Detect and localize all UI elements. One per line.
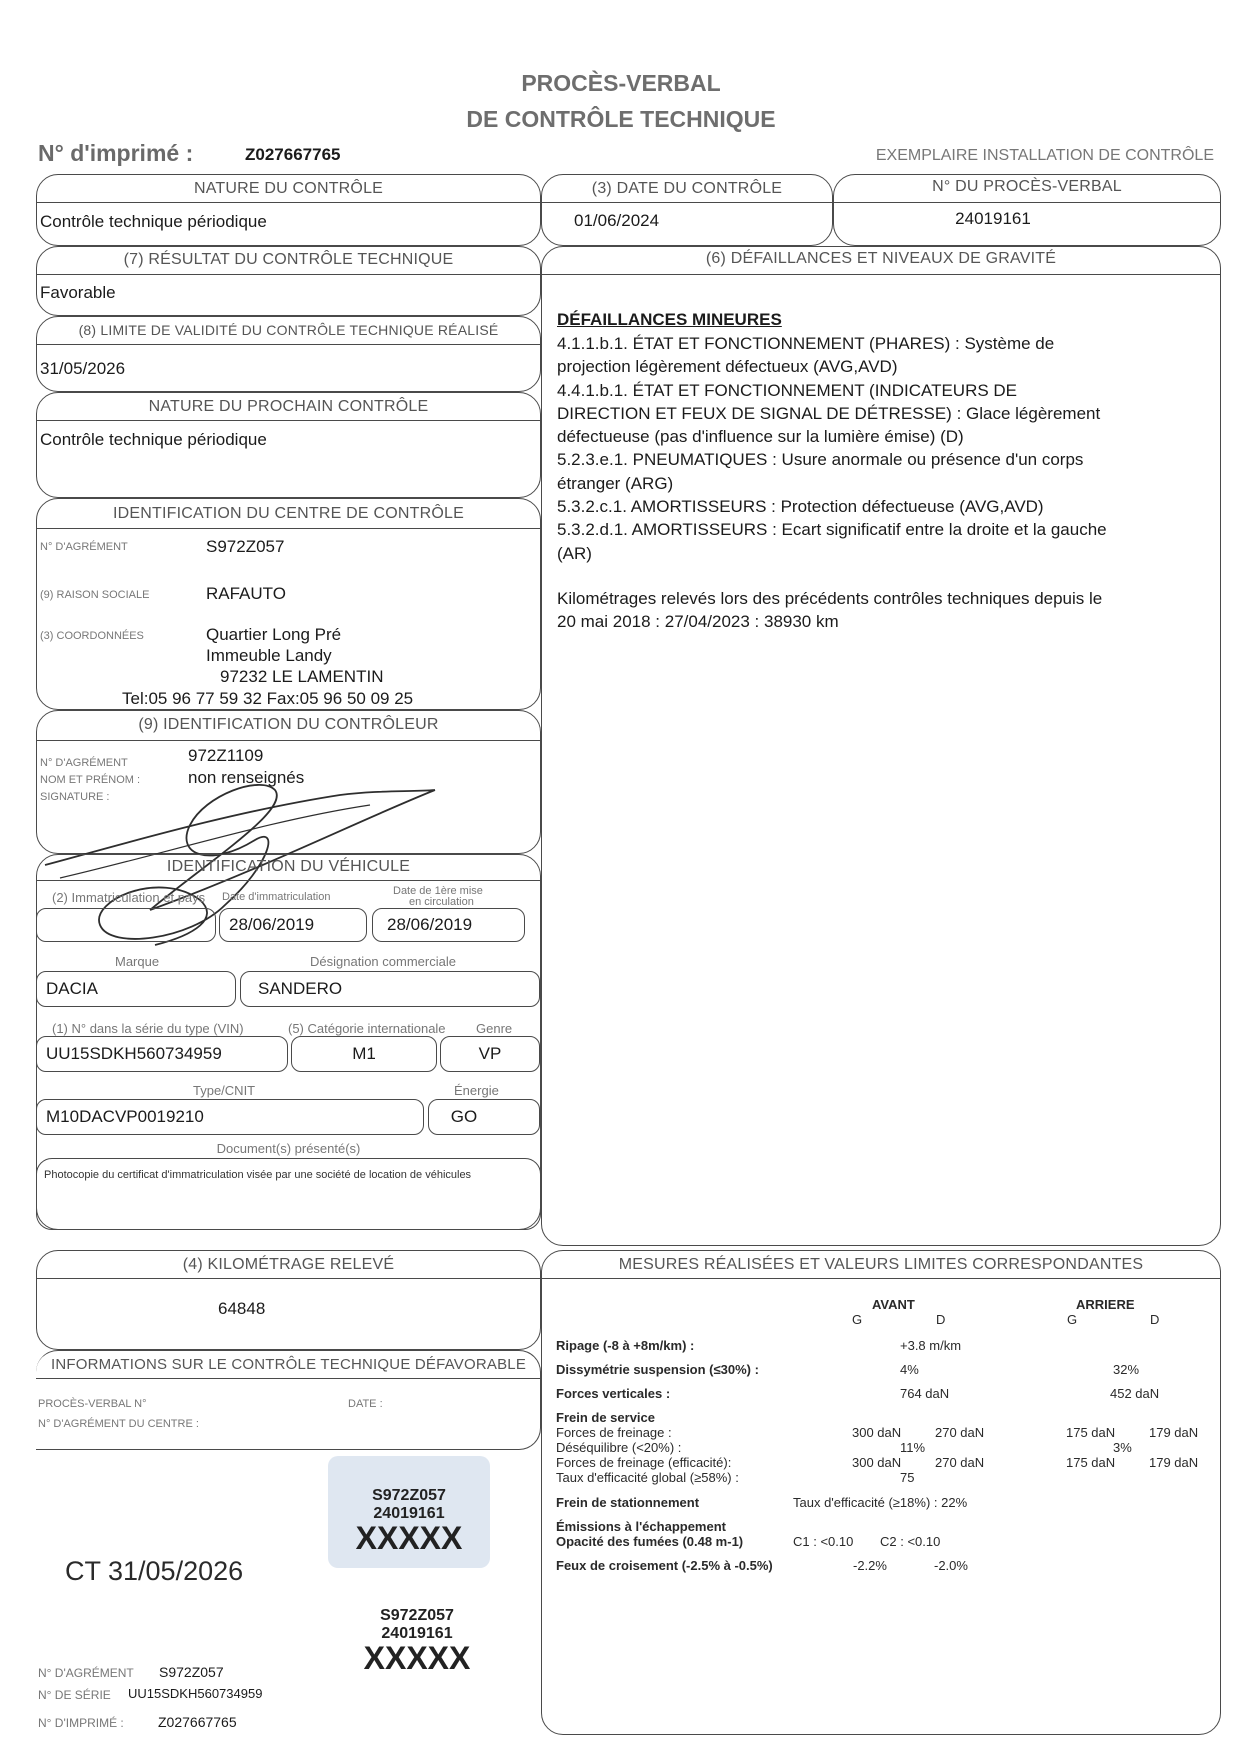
pv-value: 24019161 [955, 209, 1031, 228]
ffe-label: Forces de freinage (efficacité): [556, 1455, 732, 1470]
avant-d: D [936, 1312, 946, 1327]
controleur-agrement: 972Z1109 [188, 746, 264, 765]
date-controle-label: (3) DATE DU CONTRÔLE [591, 180, 783, 197]
centre-tel: Tel:05 96 77 59 32 Fax:05 96 50 09 25 [122, 689, 414, 708]
controleur-agrement-label: N° D'AGRÉMENT [40, 757, 128, 769]
arriere-g: G [1067, 1312, 1078, 1327]
prochain-value: Contrôle technique périodique [40, 430, 267, 449]
date-mec-value: 28/06/2019 [387, 915, 473, 934]
arriere-header: ARRIERE [1076, 1297, 1135, 1312]
centre-addr3: 97232 LE LAMENTIN [220, 667, 384, 686]
stamp2-line1: S972Z057 [380, 1607, 454, 1624]
docs-value: Photocopie du certificat d'immatriculation visée par une société de location de véhicules [44, 1169, 472, 1181]
forces-label: Forces verticales : [556, 1386, 671, 1401]
defaillances-divider [541, 274, 1221, 275]
kilometrage-divider [36, 1278, 541, 1279]
nature-value: Contrôle technique périodique [40, 212, 267, 231]
defaillance-line: 5.3.2.c.1. AMORTISSEURS : Protection défectueuse (AVG,AVD) [557, 497, 1044, 517]
genre-value: VP [478, 1044, 502, 1063]
stamp1-line2: 24019161 [373, 1505, 445, 1522]
categorie-value: M1 [352, 1044, 376, 1063]
footer-imprime: Z027667765 [158, 1714, 237, 1730]
kilometrage-label: (4) KILOMÉTRAGE RELEVÉ [182, 1256, 395, 1273]
defaillance-line: DIRECTION ET FEUX DE SIGNAL DE DÉTRESSE) : Glace légèrement [557, 403, 1101, 423]
centre-raison-label: (9) RAISON SOCIALE [40, 589, 150, 601]
ripage-label: Ripage (-8 à +8m/km) : [556, 1338, 695, 1353]
defavorable-pv-label: PROCÈS-VERBAL N° [38, 1398, 147, 1410]
defavorable-agrement-label: N° D'AGRÉMENT DU CENTRE : [38, 1418, 199, 1430]
c1-value: C1 : <0.10 [793, 1534, 854, 1549]
defaillance-line: 4.4.1.b.1. ÉTAT ET FONCTIONNEMENT (INDICATEURS DE [557, 380, 1018, 400]
centre-coord-label: (3) COORDONNÉES [40, 630, 144, 642]
stamp1-line3: XXXXX [355, 1520, 463, 1556]
page-title-line1: PROCÈS-VERBAL [521, 70, 721, 96]
footer-agrement-label: N° D'AGRÉMENT [38, 1666, 134, 1680]
ff-label: Forces de freinage : [556, 1425, 672, 1440]
resultat-value: Favorable [40, 283, 116, 302]
date-mec-label2: en circulation [409, 896, 474, 908]
centre-agrement-label: N° D'AGRÉMENT [40, 541, 128, 553]
date-controle-divider [541, 202, 833, 203]
ct-mark: CT 31/05/2026 [65, 1556, 244, 1586]
ff-avg: 300 daN [852, 1425, 902, 1440]
stamp2-line2: 24019161 [381, 1625, 453, 1642]
mesures-box [541, 1250, 1221, 1735]
date-mec-label1: Date de 1ère mise [393, 885, 483, 897]
marque-label: Marque [115, 954, 160, 969]
stat-label: Frein de stationnement [556, 1495, 700, 1510]
resultat-label: (7) RÉSULTAT DU CONTRÔLE TECHNIQUE [123, 251, 454, 268]
vehicule-label: IDENTIFICATION DU VÉHICULE [166, 858, 411, 875]
mesures-label: MESURES RÉALISÉES ET VALEURS LIMITES CORRESPONDANTES [618, 1256, 1144, 1273]
defaillance-line: étranger (ARG) [557, 473, 674, 493]
forces-av: 764 daN [900, 1386, 950, 1401]
vehicule-divider [36, 880, 541, 881]
footer-serie: UU15SDKH560734959 [128, 1686, 263, 1701]
prochain-divider [36, 420, 541, 421]
vin-label: (1) N° dans la série du type (VIN) [52, 1021, 244, 1036]
page-title-line2: DE CONTRÔLE TECHNIQUE [466, 106, 776, 132]
defavorable-date-label: DATE : [348, 1398, 383, 1410]
ffe-arg: 175 daN [1066, 1455, 1116, 1470]
controleur-signature-label: SIGNATURE : [40, 791, 110, 803]
controleur-divider [36, 740, 541, 741]
frein-label: Frein de service [556, 1410, 655, 1425]
immat-field [36, 908, 216, 942]
defavorable-label: INFORMATIONS SUR LE CONTRÔLE TECHNIQUE DÉFAVORABLE [50, 1356, 527, 1373]
nature-divider [36, 202, 541, 203]
ff-ard: 179 daN [1149, 1425, 1199, 1440]
footer-serie-label: N° DE SÉRIE [38, 1688, 111, 1702]
energie-value: GO [450, 1107, 478, 1126]
defaillances-heading: DÉFAILLANCES MINEURES [557, 310, 782, 329]
imprime-value: Z027667765 [245, 145, 341, 164]
defaillances-label: (6) DÉFAILLANCES ET NIVEAUX DE GRAVITÉ [705, 250, 1057, 267]
centre-addr1: Quartier Long Pré [206, 625, 342, 644]
date-immat-label: Date d'immatriculation [222, 891, 331, 903]
defaillances-list [557, 332, 1217, 565]
ffe-avd: 270 daN [935, 1455, 985, 1470]
designation-label: Désignation commerciale [310, 954, 456, 969]
immat-label: (2) Immatriculation et pays [52, 890, 206, 905]
ff-arg: 175 daN [1066, 1425, 1116, 1440]
taux-label: Taux d'efficacité global (≥58%) : [556, 1470, 739, 1485]
date-immat-value: 28/06/2019 [229, 915, 315, 934]
defaillance-line: 5.2.3.e.1. PNEUMATIQUES : Usure anormale ou présence d'un corps [557, 450, 1084, 470]
feux-label: Feux de croisement (-2.5% à -0.5%) [556, 1558, 773, 1573]
dissy-ar: 32% [1113, 1362, 1140, 1377]
exemplaire-label: EXEMPLAIRE INSTALLATION DE CONTRÔLE [875, 147, 1214, 164]
defaillance-line: 5.3.2.d.1. AMORTISSEURS : Ecart significatif entre la droite et la gauche [557, 520, 1107, 540]
feux-d: -2.0% [934, 1558, 968, 1573]
docs-label: Document(s) présenté(s) [216, 1141, 361, 1156]
ripage-value: +3.8 m/km [900, 1338, 962, 1353]
defaillance-line: (AR) [557, 543, 592, 563]
footer-imprime-label: N° D'IMPRIMÉ : [38, 1716, 124, 1730]
centre-addr2: Immeuble Landy [206, 646, 332, 665]
dissy-label: Dissymétrie suspension (≤30%) : [556, 1362, 759, 1377]
validite-label: (8) LIMITE DE VALIDITÉ DU CONTRÔLE TECHNIQUE RÉALISÉ [78, 322, 499, 338]
emis-label: Émissions à l'échappement [556, 1519, 726, 1534]
footer-agrement: S972Z057 [159, 1664, 224, 1680]
centre-agrement: S972Z057 [206, 537, 285, 556]
centre-raison: RAFAUTO [206, 584, 286, 603]
defaillance-line: défectueuse (pas d'influence sur la lumière émise) (D) [557, 427, 964, 447]
genre-label: Genre [476, 1021, 513, 1036]
controleur-nom-label: NOM ET PRÉNOM : [40, 774, 141, 786]
designation-value: SANDERO [258, 979, 343, 998]
stat-value: Taux d'efficacité (≥18%) : 22% [793, 1495, 968, 1510]
defaillance-line: projection légèrement défectueux (AVG,AVD) [557, 357, 898, 377]
pv-label: N° DU PROCÈS-VERBAL [932, 178, 1122, 195]
controleur-label: (9) IDENTIFICATION DU CONTRÔLEUR [138, 716, 439, 733]
resultat-divider [36, 274, 541, 275]
deseq-av: 11% [900, 1440, 926, 1455]
ffe-ard: 179 daN [1149, 1455, 1199, 1470]
feux-g: -2.2% [853, 1558, 887, 1573]
mesures-divider [541, 1278, 1221, 1279]
km-history-line2: 20 mai 2018 : 27/04/2023 : 38930 km [557, 612, 839, 631]
dissy-av: 4% [900, 1362, 919, 1377]
stamp1-line1: S972Z057 [372, 1487, 446, 1504]
imprime-label: N° d'imprimé : [38, 140, 194, 166]
arriere-d: D [1150, 1312, 1160, 1327]
date-controle-value: 01/06/2024 [574, 211, 660, 230]
avant-header: AVANT [872, 1297, 915, 1312]
categorie-label: (5) Catégorie internationale [288, 1021, 446, 1036]
marque-value: DACIA [46, 979, 98, 998]
stamp2-line3: XXXXX [363, 1640, 471, 1676]
pv-divider [833, 202, 1221, 203]
avant-g: G [852, 1312, 863, 1327]
centre-divider [36, 528, 541, 529]
opacite-label: Opacité des fumées (0.48 m-1) [556, 1534, 744, 1549]
nature-label: NATURE DU CONTRÔLE [193, 180, 384, 197]
ff-avd: 270 daN [935, 1425, 985, 1440]
km-history-line1: Kilométrages relevés lors des précédents contrôles techniques depuis le [557, 589, 1103, 608]
centre-label: IDENTIFICATION DU CENTRE DE CONTRÔLE [113, 505, 464, 522]
forces-ar: 452 daN [1110, 1386, 1160, 1401]
vin-value: UU15SDKH560734959 [46, 1044, 222, 1063]
c2-value: C2 : <0.10 [880, 1534, 941, 1549]
prochain-label: NATURE DU PROCHAIN CONTRÔLE [148, 398, 429, 415]
validite-value: 31/05/2026 [40, 359, 126, 378]
energie-label: Énergie [454, 1083, 499, 1098]
deseq-label: Déséquilibre (<20%) : [556, 1440, 682, 1455]
defaillance-line: 4.1.1.b.1. ÉTAT ET FONCTIONNEMENT (PHARES) : Système de [557, 334, 1055, 353]
kilometrage-value: 64848 [218, 1299, 266, 1318]
controleur-nom: non renseignés [188, 768, 305, 787]
type-label: Type/CNIT [193, 1083, 256, 1098]
validite-divider [36, 344, 541, 345]
defavorable-divider [36, 1378, 541, 1379]
deseq-ar: 3% [1113, 1440, 1132, 1455]
ffe-avg: 300 daN [852, 1455, 902, 1470]
type-value: M10DACVP0019210 [46, 1107, 204, 1126]
taux-value: 75 [900, 1470, 915, 1485]
